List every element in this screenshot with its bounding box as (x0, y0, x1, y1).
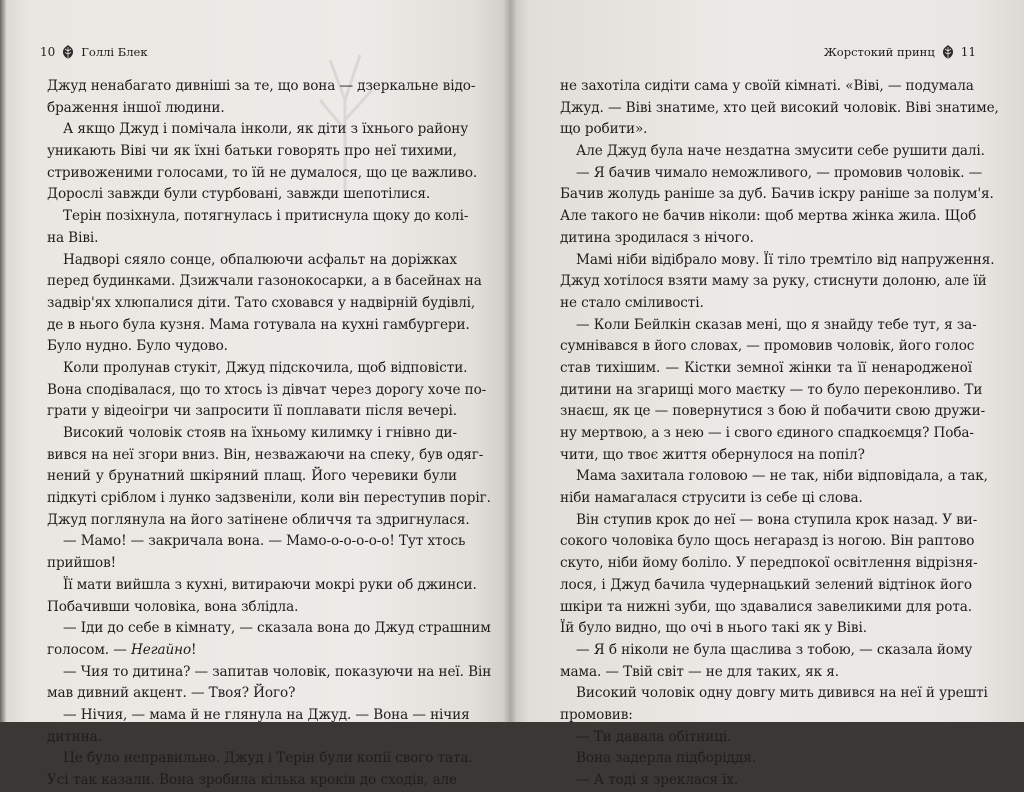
text-line: став тихішим. — Кістки земної жінки та її ненародженої (560, 359, 972, 376)
right-running-head (824, 42, 976, 62)
text-line: Високий чоловік одну довгу мить дивився на неї й урешті (576, 685, 988, 702)
text-line: — А тоді я зреклася їх. (576, 772, 739, 788)
text-line: перед будинками. Дзижчали газонокосарки, а в басейнах на (47, 273, 482, 290)
text-line: на Віві. (47, 229, 99, 246)
text-line: Терін позіхнула, потягнулась і притиснула щоку до колі- (63, 208, 469, 225)
text-line: Мама захитала головою — не так, ніби відповідала, а так, (576, 468, 988, 485)
text-line: — Я б ніколи не була щаслива з тобою, — сказала йому (576, 641, 973, 658)
text-line: сокого чоловіка було щось негаразд із ногою. Він раптово (560, 533, 975, 550)
text-line: Джуд поглянула на його затінене обличчя та здригнулася. (47, 511, 470, 528)
right-page (510, 0, 1024, 788)
text-line: Побачивши чоловіка, вона зблідла. (47, 598, 299, 615)
text-line: дитина зродилася з нічого. (560, 229, 754, 246)
page-number: 11 (960, 45, 976, 59)
text-line: чити, що твоє життя обернулося на попіл? (560, 446, 865, 463)
text-line: — Ти давала обітниці. (576, 728, 732, 745)
text-line: Високий чоловік стояв на їхньому килимку і гнівно ди- (63, 425, 457, 441)
text-line: грати у відеоігри чи запросити її поплавати після вечері. (47, 403, 457, 420)
book-title: Жорстокий принц (823, 45, 935, 59)
text-line: голосом. — Негайно! (47, 641, 197, 658)
text-line: не захотіла сидіти сама у своїй кімнаті. «Віві, — подумала (560, 78, 974, 94)
text-line: Їй було видно, що очі в нього такі як у Віві. (560, 620, 867, 637)
text-line: ну мертвою, а з нею — і свого єдиного спадкоємця? Поба- (560, 425, 974, 441)
text-line: браження іншої людини. (47, 99, 225, 116)
page-edge (0, 0, 6, 722)
text-line: А якщо Джуд і помічала інколи, як діти з їхнього району (63, 121, 469, 138)
text-line: не стало сміливості. (560, 294, 704, 311)
text-line: Але Джуд була наче нездатна змусити себе рушити далі. (576, 143, 985, 160)
text-line: — Чия то дитина? — запитав чоловік, показуючи на неї. Він (63, 663, 492, 680)
text-line: Її мати вийшла з кухні, витираючи мокрі руки об джинси. (63, 576, 477, 593)
text-line: Дорослі завжди були стурбовані, завжди шепотілися. (47, 186, 431, 203)
text-line: Мамі ніби відібрало мову. Її тіло тремтіло від напруження. (576, 251, 995, 268)
oak-leaf-icon (61, 44, 75, 60)
text-line: Це було неправильно. Джуд і Терін були копії свого тата. (63, 750, 473, 767)
text-line: мама. — Твій світ — не для таких, як я. (560, 663, 839, 680)
text-line: — Я бачив чимало неможливого, — промовив чоловік. — (576, 164, 983, 181)
text-line: дитина. (47, 728, 102, 745)
text-line: Але такого не бачив ніколи: щоб мертва жінка жила. Щоб (560, 208, 977, 225)
text-line: Усі так казали. Вона зробила кілька кроків до сходів, але (47, 772, 457, 788)
text-line: прийшов! (47, 555, 117, 572)
text-line: шкіри та нижні зуби, що здавалися завеликими для рота. (560, 598, 972, 615)
text-line: Він ступив крок до неї — вона ступила крок назад. У ви- (576, 511, 978, 528)
text-line: лося, і Джуд бачила чудернацький зелений відтінок його (560, 576, 972, 593)
page-number: 10 (40, 45, 56, 59)
text-line: скуто, ніби йому боліло. У передпокої освітлення відрізня- (560, 555, 978, 572)
text-line: стривоженими голосами, то їй не думалося, що це важливо. (47, 164, 478, 181)
text-line: ніби намагалася струсити із себе ці слова. (560, 490, 863, 507)
text-line: — Коли Бейлкін сказав мені, що я знайду тебе тут, я за- (576, 316, 977, 333)
text-line: підкуті сріблом і лунко задзвеніли, коли він переступив поріг. (47, 490, 491, 507)
text-line: задвір'ях хлюпалися діти. Тато сховався у надвірній будівлі, (47, 294, 476, 311)
text-line: знаєш, як це — повернутися з бою й побачити свою дружи- (560, 403, 986, 420)
text-line: Вона сподівалася, що то хтось із дівчат через дорогу хоче по- (47, 381, 487, 398)
text-line: Було нудно. Було чудово. (47, 338, 228, 355)
text-line: де в нього була кузня. Мама готувала на кухні гамбургери. (47, 316, 470, 333)
text-line: — Мамо! — закричала вона. — Мамо-о-о-о-о-о! Тут хтось (63, 533, 466, 550)
text-line: Бачив жолудь раніше за дуб. Бачив іскру раніше за полум'я. (560, 186, 994, 203)
text-line: уникають Віві чи як їхні батьки говорять про неї тихими, (47, 143, 457, 160)
text-line: Джуд хотілося взяти маму за руку, стиснути долоню, але їй (560, 273, 987, 290)
text-line: що робити». (560, 121, 648, 138)
right-page-text (560, 76, 999, 792)
left-page-text (47, 76, 492, 792)
text-line: Вона задерла підборіддя. (576, 750, 756, 767)
emphasis: Негайно (130, 641, 192, 658)
text-line: нений у брунатний шкіряний плащ. Його черевики були (47, 468, 457, 485)
oak-leaf-icon (941, 44, 955, 60)
text-line: мав дивний акцент. — Твоя? Його? (47, 685, 296, 702)
left-running-head (40, 42, 148, 62)
text-line: Надворі сяяло сонце, обпалюючи асфальт на доріжках (63, 251, 457, 268)
text-line: Джуд. — Віві знатиме, хто цей високий чоловік. Віві знатиме, (560, 99, 999, 116)
author-name: Голлі Блек (81, 45, 148, 59)
book-gutter (503, 0, 517, 722)
text-line: — Іди до себе в кімнату, — сказала вона до Джуд страшним (63, 620, 491, 637)
left-page (0, 0, 510, 788)
text-line: Коли пролунав стукіт, Джуд підскочила, щоб відповісти. (63, 359, 468, 376)
text-line: вився на неї згори вниз. Він, незважаючи на спеку, був одяг- (47, 446, 484, 463)
text-line: — Нічия, — мама й не глянула на Джуд. — Вона — нічия (63, 706, 470, 723)
text-line: промовив: (560, 706, 633, 723)
text-line: Джуд ненабагато дивніші за те, що вона — дзеркальне відо- (47, 78, 476, 94)
text-line: дитини на згарищі мого маєтку — то було переконливо. Ти (560, 381, 983, 398)
text-line: сумнівався в його словах, — промовив чоловік, його голос (560, 338, 975, 355)
